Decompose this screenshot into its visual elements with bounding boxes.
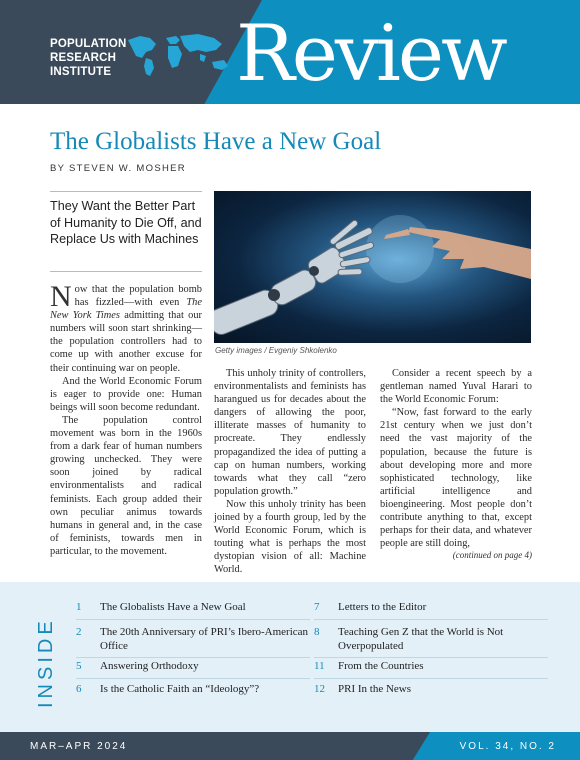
toc-item[interactable] — [76, 660, 310, 679]
article-headline[interactable]: The Globalists Have a New Goal — [50, 128, 382, 155]
article-paragraph: This unholy trinity of controllers, environmentalists and feminists has harangued us for decades about the dangers of allowing the poor, illiterate masses of humanity to procreate. They endlessly propagandized the idea of putting a cap on human numbers, working towards what they call “zero population growth.” — [214, 368, 366, 497]
article-column-2 — [214, 367, 366, 577]
deck-top-rule — [50, 191, 202, 192]
org-line-3: INSTITUTE — [50, 66, 112, 78]
toc-item[interactable] — [314, 683, 548, 701]
toc-page-number: 11 — [314, 660, 325, 672]
article-column-1 — [50, 280, 202, 558]
toc-page-number: 2 — [76, 626, 82, 638]
paragraph-text: admitting that our numbers will soon start shrinking—the population controllers had to come up with another excuse for their continuing war on people. — [50, 310, 202, 374]
article-paragraph: And the World Economic Forum is eager to provide one: Human beings will soon become redundant. — [50, 375, 202, 413]
toc-title: PRI In the News — [338, 683, 412, 695]
continued-link[interactable]: (continued on page 4) — [452, 550, 532, 560]
deck-bottom-rule — [50, 271, 202, 272]
drop-cap: N — [50, 280, 72, 313]
toc-item[interactable] — [314, 601, 548, 620]
hero-image-robot-human-hands — [214, 191, 531, 343]
toc-item[interactable] — [76, 601, 310, 620]
article-paragraph: The population control movement was born in the 1960s from a dark fear of human numbers growing unchecked. They were soon joined by radical environmentalists and radical feminists. Each group added their own peculiar animus towards humans in general and, in the case of feminists, towards men in particular, to the movement. — [50, 414, 202, 557]
toc-title: The Globalists Have a New Goal — [100, 601, 246, 613]
publication-title: Review — [236, 9, 505, 99]
issue-footer — [0, 732, 580, 760]
toc-page-number: 1 — [76, 601, 82, 613]
inside-label-text: INSIDE — [35, 617, 57, 708]
toc-page-number: 7 — [314, 601, 320, 613]
org-line-1: POPULATION — [50, 38, 127, 50]
masthead — [0, 0, 580, 104]
article-paragraph: “Now, fast forward to the early 21st century when we just don’t need the vast majority of the population, because the future is about developing more and more sophisticated technology, like artificial intelligence and bioengineering. Most people don’t contribute anything to that, except perhaps for their data, and whatever people are still doing, — [380, 407, 532, 550]
toc-title: Letters to the Editor — [338, 601, 427, 613]
toc-title: Answering Orthodoxy — [100, 660, 199, 672]
toc-item[interactable] — [76, 683, 310, 701]
toc-title: The 20th Anniversary of PRI’s Ibero-American Office — [100, 626, 309, 652]
toc-page-number: 8 — [314, 626, 320, 638]
article-column-3 — [380, 367, 532, 550]
image-credit: Getty images / Evgeniy Shkolenko — [215, 346, 337, 355]
article-paragraph: Now this unholy trinity has been joined by a fourth group, led by the World Economic Forum, which is touting what is perhaps the most dystopian vision of all: Machine World. — [214, 498, 366, 576]
issue-date: MAR–APR 2024 — [30, 741, 128, 752]
toc-page-number: 12 — [314, 683, 325, 695]
article-deck: They Want the Better Part of Humanity to Die Off, and Replace Us with Machines — [50, 199, 202, 246]
toc-title: Is the Catholic Faith an “Ideology”? — [100, 683, 260, 695]
paragraph-text: ow that the population bomb has fizzled—with even — [74, 284, 202, 309]
toc-item[interactable] — [314, 660, 548, 679]
world-map-icon — [122, 30, 234, 80]
toc-title: From the Countries — [338, 660, 424, 672]
publication-name: The New York Times — [50, 297, 202, 322]
article-byline: BY STEVEN W. MOSHER — [50, 163, 186, 174]
toc-item[interactable] — [76, 626, 310, 658]
toc-page-number: 6 — [76, 683, 82, 695]
article-paragraph — [50, 280, 202, 375]
inside-label — [28, 598, 60, 712]
org-line-2: RESEARCH — [50, 52, 117, 64]
toc-page-number: 5 — [76, 660, 82, 672]
toc-title: Teaching Gen Z that the World is Not Overpopulated — [338, 626, 504, 652]
article-paragraph: Consider a recent speech by a gentleman named Yuval Harari to the World Economic Forum: — [380, 368, 532, 406]
issue-volume: VOL. 34, NO. 2 — [459, 741, 556, 752]
hands-illustration — [214, 191, 531, 343]
toc-item[interactable] — [314, 626, 548, 658]
